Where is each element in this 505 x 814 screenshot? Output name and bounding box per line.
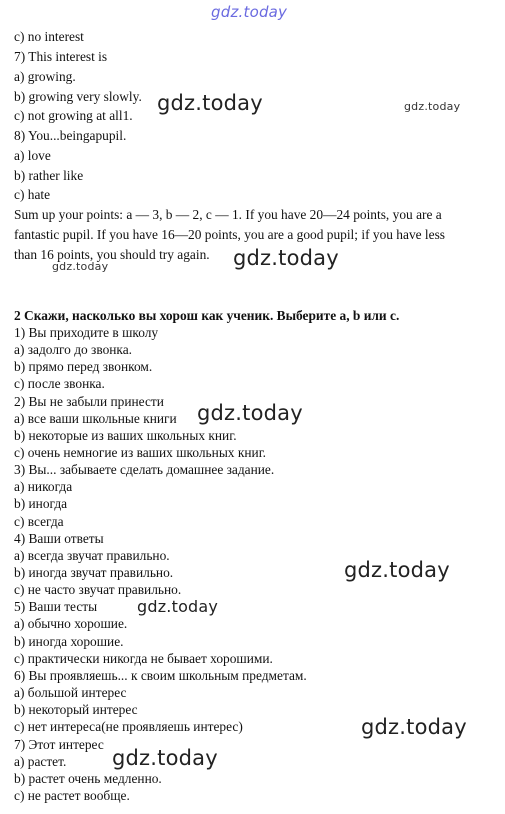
text-line: c) hate [14,187,51,202]
watermark: gdz.today [157,91,263,115]
watermark: gdz.today [361,715,467,739]
text-line: a) растет. [14,754,67,769]
text-line: a) growing. [14,69,76,84]
text-line: c) практически никогда не бывает хорошими. [14,651,273,666]
text-line: 2) Вы не забыли принести [14,394,164,409]
text-line: a) love [14,148,51,163]
text-line: a) обычно хорошие. [14,616,128,631]
task-heading: 2 Скажи, насколько вы хорош как ученик. Выберите a, b или c. [14,308,400,323]
watermark-top: gdz.today [211,3,288,21]
text-line: 5) Ваши тесты [14,599,98,614]
text-line: a) все ваши школьные книги [14,411,177,426]
watermark: gdz.today [137,597,219,616]
text-line: 3) Вы... забываете сделать домашнее задание. [14,462,275,477]
text-line: a) всегда звучат правильно. [14,548,170,563]
text-line: c) не растет вообще. [14,788,130,803]
text-line: b) иногда звучат правильно. [14,565,174,580]
text-line: c) очень немногие из ваших школьных книг. [14,445,267,460]
text-line: b) прямо перед звонком. [14,359,153,374]
text-line: b) некоторый интерес [14,702,138,717]
text-line: fantastic pupil. If you have 16—20 points, you are a good pupil; if you have less [14,227,446,242]
watermark: gdz.today [197,401,303,425]
watermark: gdz.today [344,558,450,582]
text-line: c) после звонка. [14,376,105,391]
text-line: b) некоторые из ваших школьных книг. [14,428,237,443]
text-line: c) всегда [14,514,64,529]
text-line: 7) This interest is [14,49,108,64]
text-line: a) никогда [14,479,73,494]
watermark-small: gdz.today [52,260,109,273]
text-line: 7) Этот интерес [14,737,104,752]
text-line: b) растет очень медленно. [14,771,162,786]
text-line: 1) Вы приходите в школу [14,325,159,340]
text-line: a) задолго до звонка. [14,342,133,357]
text-line: 4) Ваши ответы [14,531,104,546]
text-line: c) не часто звучат правильно. [14,582,182,597]
watermark: gdz.today [233,246,339,270]
text-line: c) no interest [14,29,84,44]
text-line: b) иногда хорошие. [14,634,124,649]
watermark-small: gdz.today [404,100,461,113]
watermark: gdz.today [112,746,218,770]
text-line: b) growing very slowly. [14,89,142,104]
text-line: c) нет интереса(не проявляешь интерес) [14,719,243,734]
text-line: c) not growing at all1. [14,108,133,123]
text-line: b) иногда [14,496,68,511]
text-line: Sum up your points: a — 3, b — 2, c — 1. If you have 20—24 points, you are a [14,207,442,222]
text-line: b) rather like [14,168,84,183]
text-line: than 16 points, you should try again. [14,247,210,262]
text-line: 6) Вы проявляешь... к своим школьным предметам. [14,668,307,683]
text-line: 8) You...beingapupil. [14,128,127,143]
text-line: a) большой интерес [14,685,127,700]
